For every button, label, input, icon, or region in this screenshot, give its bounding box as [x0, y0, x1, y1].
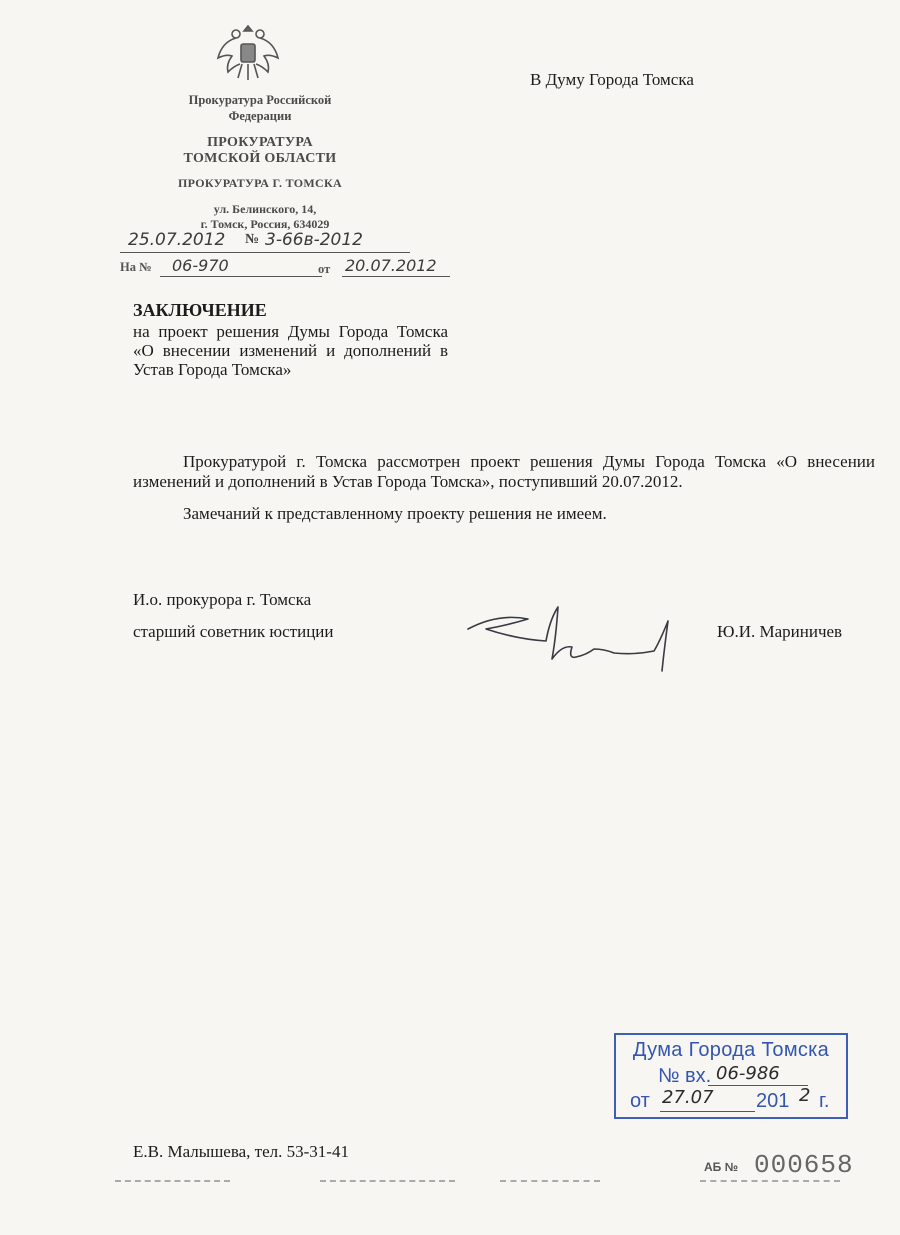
footer-perforation-2: [320, 1180, 455, 1182]
stamp-date-underline: [660, 1111, 755, 1112]
document-body: [133, 452, 875, 524]
address-line-1: ул. Белинского, 14,: [213, 202, 317, 216]
incoming-stamp: [614, 1033, 848, 1119]
footer-perforation-1: [115, 1180, 230, 1182]
double-headed-eagle-icon: [212, 18, 284, 90]
letterhead-organization: [150, 92, 370, 124]
body-paragraph-2: Замечаний к представленному проекту решения не имеем.: [183, 504, 607, 523]
signatory-position-2: старший советник юстиции: [133, 622, 334, 641]
stamp-title: Дума Города Томска: [632, 1039, 830, 1061]
letterhead-city: ПРОКУРАТУРА Г. ТОМСКА: [178, 176, 342, 190]
stamp-in-number: 06-986: [716, 1063, 780, 1084]
serial-label: АБ №: [704, 1160, 739, 1174]
region-line-2: ТОМСКОЙ ОБЛАСТИ: [183, 151, 337, 166]
serial-number: 000658: [754, 1150, 854, 1180]
addressee: В Думу Города Томска: [530, 70, 694, 89]
stamp-in-underline: [708, 1085, 808, 1086]
reference-date-underline: [342, 276, 450, 277]
reference-number-underline: [160, 276, 322, 277]
region-line-1: ПРОКУРАТУРА: [207, 135, 313, 150]
stamp-date-label: от: [630, 1090, 650, 1112]
stamp-date: 27.07: [662, 1087, 714, 1108]
document-title: ЗАКЛЮЧЕНИЕ: [133, 300, 267, 320]
stamp-year-suffix: г.: [819, 1090, 830, 1112]
reference-date: 20.07.2012: [345, 256, 437, 275]
stamp-in-label: № вх.: [658, 1065, 712, 1087]
reference-number: 06-970: [172, 256, 229, 275]
letterhead-address: [160, 202, 370, 232]
footer-perforation-3: [500, 1180, 600, 1182]
executor-contact: Е.В. Малышева, тел. 53-31-41: [133, 1142, 349, 1161]
registration-number: 3-66в-2012: [265, 230, 363, 250]
stamp-year-digit: 2: [799, 1085, 811, 1106]
letterhead-region: [150, 135, 370, 167]
body-paragraph-1: Прокуратурой г. Томска рассмотрен проект решения Думы Города Томска «О внесении изменений и дополнений в Устав Города Томска», поступивший 20.07.2012.: [133, 452, 875, 491]
footer-perforation-4: [700, 1180, 840, 1182]
address-line-2: г. Томск, Россия, 634029: [200, 217, 330, 231]
signatory-position-1: И.о. прокурора г. Томска: [133, 590, 312, 609]
reference-row: [120, 258, 450, 278]
signatory-name: Ю.И. Мариничев: [717, 622, 843, 641]
handwritten-signature: [460, 595, 700, 675]
reference-prefix: На №: [120, 260, 152, 274]
stamp-year-prefix: 201: [756, 1090, 790, 1112]
document-subject: на проект решения Думы Города Томска «О внесении изменений и дополнений в Устав Города Томска»: [133, 322, 448, 379]
reference-from-label: от: [318, 262, 331, 276]
org-line-2: Федерации: [228, 109, 292, 123]
org-line-1: Прокуратура Российской: [188, 93, 332, 107]
registration-number-sign: №: [245, 232, 260, 247]
registration-date: 25.07.2012: [128, 230, 226, 250]
